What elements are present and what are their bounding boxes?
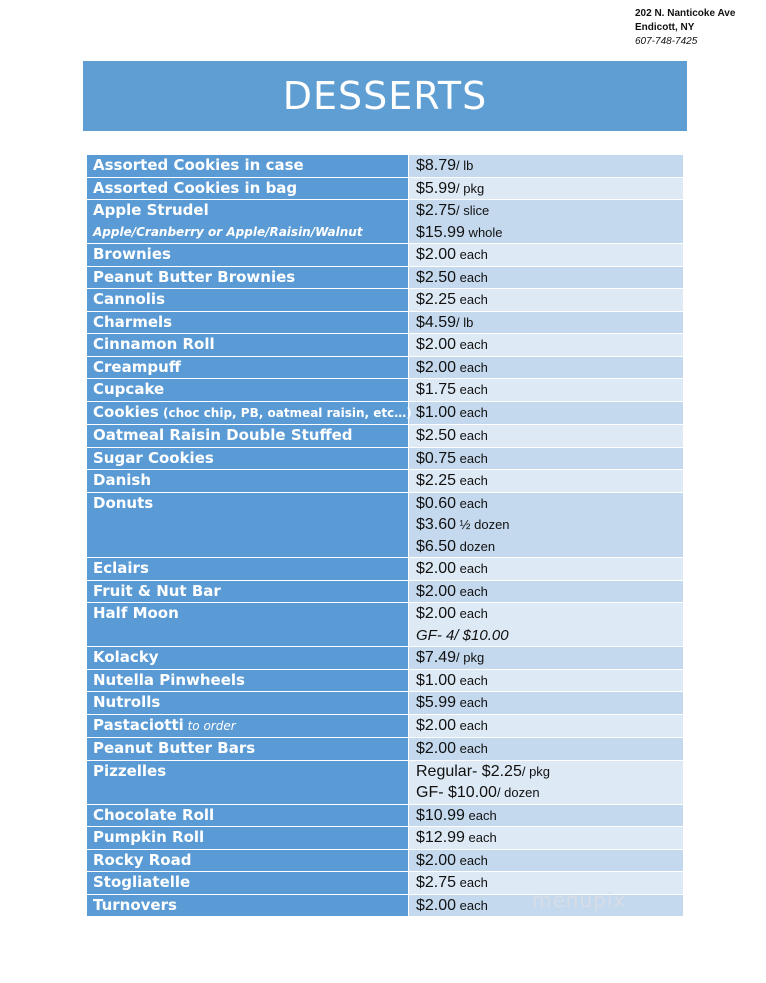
item-name: Brownies: [93, 245, 171, 263]
item-price-cell: [409, 356, 684, 379]
price-line: [416, 379, 677, 401]
price-unit: each: [456, 852, 488, 868]
price-amount: $0.75: [416, 449, 457, 467]
item-name-line: [93, 357, 402, 379]
price-unit: each: [456, 875, 488, 890]
menu-row: [87, 401, 684, 425]
item-name: Fruit & Nut Bar: [93, 581, 221, 600]
menu-row: [87, 580, 684, 603]
item-name-line: [93, 334, 402, 356]
item-price-cell: [409, 580, 684, 603]
item-name: Turnovers: [93, 895, 177, 914]
price-line: [416, 692, 677, 714]
price-amount: $5.99: [416, 179, 457, 197]
item-name-cell: [87, 155, 409, 178]
item-price-cell: [409, 425, 684, 448]
item-name-cell: [87, 401, 412, 425]
item-name: Chocolate Roll: [93, 805, 215, 824]
item-name: Nutella Pinwheels: [93, 670, 245, 689]
price-unit: / pkg: [456, 650, 485, 665]
item-name-line: [93, 200, 402, 222]
item-name-cell: [87, 379, 409, 402]
menu-row: [87, 470, 684, 493]
item-price-cell: [409, 738, 684, 761]
item-name-line: [93, 425, 402, 447]
item-price-cell: [409, 379, 684, 402]
price-amount: $12.99: [416, 829, 465, 846]
address-phone: 607-748-7425: [635, 36, 698, 47]
item-name-line: [93, 805, 402, 827]
price-amount: $2.00: [416, 582, 457, 600]
item-price-cell: [409, 849, 684, 872]
price-unit: each: [456, 359, 488, 375]
item-price-cell: [409, 289, 684, 312]
item-price-cell: [409, 804, 684, 827]
price-line: [416, 448, 677, 470]
item-name: Oatmeal Raisin Double Stuffed: [93, 426, 353, 444]
price-amount: GF- $10.00: [416, 784, 497, 801]
price-unit: each: [456, 495, 488, 511]
price-line: [416, 222, 677, 244]
price-amount: $2.00: [416, 605, 457, 622]
item-price-cell: [409, 200, 684, 244]
store-address: [635, 7, 760, 49]
item-name: Peanut Butter Brownies: [93, 267, 296, 286]
item-name: Cupcake: [93, 380, 165, 398]
item-name-cell: [87, 804, 409, 827]
price-unit: / dozen: [496, 785, 540, 800]
item-price-cell: [409, 603, 684, 647]
item-name-line: [93, 761, 402, 783]
price-unit: each: [456, 897, 488, 913]
price-unit: each: [456, 717, 488, 733]
price-unit: each: [456, 695, 488, 710]
price-unit: ½ dozen: [456, 517, 510, 532]
price-unit: each: [456, 473, 488, 488]
item-name-cell: [87, 669, 409, 692]
item-price-cell: [409, 714, 684, 738]
item-name-line: [93, 670, 402, 692]
price-amount: $2.25: [416, 291, 457, 308]
price-amount: Regular- $2.25: [416, 762, 522, 780]
menu-row: [87, 603, 684, 647]
price-unit: each: [456, 382, 488, 397]
item-name-cell: [87, 289, 409, 312]
price-line: [416, 357, 677, 379]
price-unit: each: [456, 428, 488, 443]
item-name: Eclairs: [93, 559, 149, 577]
item-name: Charmels: [93, 312, 173, 331]
item-name: Pastaciotti: [93, 715, 184, 734]
item-name: Cinnamon Roll: [93, 335, 215, 353]
price-amount: $4.59: [416, 313, 457, 331]
item-name-line: [93, 155, 402, 177]
menu-row: [87, 356, 684, 379]
item-name-line: [93, 178, 402, 200]
address-city: Endicott, NY: [635, 22, 695, 33]
menu-row: [87, 289, 684, 312]
price-line: [416, 493, 677, 515]
menu-row: [87, 492, 684, 558]
menu-row: [87, 669, 684, 692]
item-price-cell: [409, 692, 684, 715]
item-name: Nutrolls: [93, 693, 161, 711]
item-name-cell: [87, 872, 409, 895]
menu-row: [87, 447, 684, 470]
item-price-cell: [409, 827, 684, 850]
item-name-cell: [87, 356, 409, 379]
item-name-line: [93, 850, 402, 872]
item-name-cell: [87, 738, 409, 761]
item-name-cell: [87, 692, 409, 715]
item-name-line: [93, 289, 402, 311]
item-name: Stogliatelle: [93, 873, 191, 891]
price-amount: $1.00: [416, 671, 457, 689]
price-amount: $2.75: [416, 874, 457, 891]
price-unit: each: [456, 672, 488, 688]
item-name-cell: [87, 334, 409, 357]
price-line: [416, 514, 677, 536]
price-unit: each: [456, 269, 488, 285]
item-name: Rocky Road: [93, 850, 192, 869]
menu-row: [87, 714, 684, 738]
price-amount: $2.00: [416, 740, 457, 757]
price-line: [416, 827, 677, 849]
menu-row: [87, 558, 684, 581]
item-name-cell: [87, 244, 409, 267]
item-name-cell: [87, 425, 409, 448]
price-line: [416, 334, 677, 356]
price-amount: $2.25: [416, 472, 457, 489]
item-name-cell: [87, 311, 409, 334]
price-amount: $0.60: [416, 494, 457, 512]
price-amount: $2.50: [416, 268, 457, 286]
item-name-line: [93, 872, 402, 894]
price-line: [416, 470, 677, 492]
menu-row: [87, 738, 684, 761]
item-name-cell: [87, 447, 409, 470]
item-price-cell: [409, 492, 684, 558]
item-price-cell: [409, 760, 684, 804]
item-name-cell: [87, 849, 409, 872]
item-name: Assorted Cookies in case: [93, 156, 304, 174]
price-line: [416, 558, 677, 580]
menu-row: [87, 155, 684, 178]
menu-row: [87, 804, 684, 827]
price-line: [416, 536, 677, 558]
item-price-cell: [409, 177, 684, 200]
menu-row: [87, 692, 684, 715]
item-price-cell: [409, 334, 684, 357]
price-amount: $2.00: [416, 336, 457, 353]
item-name: Peanut Butter Bars: [93, 739, 256, 757]
price-line: [416, 200, 677, 222]
price-line: [416, 289, 677, 311]
item-name: Creampuff: [93, 357, 181, 376]
item-name-line: [93, 738, 402, 760]
item-name: Apple Strudel: [93, 201, 209, 219]
item-name-line: [93, 895, 402, 917]
item-price-cell: [409, 401, 684, 425]
item-name-line: [93, 647, 402, 669]
price-amount: $2.75: [416, 202, 457, 219]
price-line: [416, 603, 677, 625]
item-name: Half Moon: [93, 604, 179, 622]
price-unit: each: [456, 741, 488, 756]
price-amount: $2.00: [416, 716, 457, 734]
item-availability-note: to order: [183, 718, 236, 733]
price-amount: $1.75: [416, 381, 457, 398]
price-line: [416, 850, 677, 872]
item-price-cell: [409, 647, 684, 670]
item-name-cell: [87, 603, 409, 647]
item-price-cell: [409, 558, 684, 581]
item-varieties: (choc chip, PB, oatmeal raisin, etc…): [158, 405, 412, 420]
price-amount: $5.99: [416, 694, 457, 711]
item-name-line: [93, 493, 402, 515]
item-name: Donuts: [93, 493, 154, 512]
item-name: Sugar Cookies: [93, 448, 214, 467]
item-name-cell: [87, 200, 409, 244]
item-name-cell: [87, 177, 409, 200]
item-name: Assorted Cookies in bag: [93, 178, 298, 197]
item-note: Apple/Cranberry or Apple/Raisin/Walnut: [93, 224, 363, 239]
menu-row: [87, 760, 684, 804]
item-name-cell: [87, 827, 409, 850]
price-amount: $7.49: [416, 649, 457, 666]
item-price-cell: [409, 244, 684, 267]
price-unit: each: [456, 337, 488, 352]
price-unit: / slice: [456, 203, 490, 218]
menu-row: [87, 177, 684, 200]
item-name: Cannolis: [93, 290, 166, 308]
price-amount: $2.00: [416, 896, 457, 914]
price-line: [416, 715, 677, 737]
price-unit: dozen: [456, 538, 496, 554]
price-unit: / pkg: [456, 180, 485, 196]
price-amount: $2.00: [416, 560, 457, 577]
price-line: [416, 805, 677, 827]
price-line: [416, 155, 677, 177]
item-price-cell: [409, 155, 684, 178]
item-name-line: [93, 581, 402, 603]
price-amount: $2.00: [416, 851, 457, 869]
dessert-menu-table: [86, 154, 684, 917]
price-line: [416, 670, 677, 692]
item-name-line: [93, 267, 402, 289]
menu-row: [87, 244, 684, 267]
price-line: [416, 782, 677, 804]
item-price-cell: [409, 470, 684, 493]
item-name-cell: [87, 266, 409, 289]
item-name-line: [93, 312, 402, 334]
title-banner: [83, 61, 687, 131]
item-name: Kolacky: [93, 648, 159, 666]
item-name-line: [93, 558, 402, 580]
item-name-cell: [87, 760, 409, 804]
price-unit: each: [456, 292, 488, 307]
item-name: Pumpkin Roll: [93, 828, 205, 846]
price-line: [416, 312, 677, 334]
item-name-line: [93, 448, 402, 470]
menu-row: [87, 647, 684, 670]
item-name-cell: [87, 647, 409, 670]
price-unit: / lb: [456, 314, 474, 330]
watermark-logo: menupix: [532, 888, 627, 912]
price-unit: whole: [464, 224, 503, 240]
price-unit: / pkg: [521, 763, 551, 779]
item-name-cell: [87, 492, 409, 558]
price-unit: each: [456, 561, 488, 576]
menu-row: [87, 200, 684, 244]
menu-row: [87, 379, 684, 402]
item-name-line: [93, 692, 402, 714]
item-name-line: [93, 603, 402, 625]
price-unit: each: [456, 247, 488, 262]
price-line: [416, 178, 677, 200]
item-name-line: [93, 244, 402, 266]
item-name: Danish: [93, 471, 152, 489]
price-unit: / lb: [456, 158, 474, 173]
item-name-line: [93, 827, 402, 849]
price-line: [416, 244, 677, 266]
price-line: [416, 267, 677, 289]
item-name-cell: [87, 714, 409, 738]
page-title: DESSERTS: [282, 74, 488, 118]
price-line: [416, 761, 677, 783]
menu-row: [87, 425, 684, 448]
price-unit: each: [464, 830, 497, 845]
price-unit: each: [456, 450, 488, 466]
address-street: 202 N. Nanticoke Ave: [635, 8, 736, 19]
price-amount: $1.00: [416, 403, 457, 421]
price-amount: $2.00: [416, 358, 457, 376]
item-name-line: [93, 379, 402, 401]
price-line: [416, 625, 677, 647]
item-price-cell: [409, 669, 684, 692]
item-price-cell: [409, 311, 684, 334]
menu-row: [87, 311, 684, 334]
item-name-line: [93, 402, 412, 425]
item-name: Pizzelles: [93, 761, 167, 780]
price-amount: $2.50: [416, 427, 457, 444]
item-name-cell: [87, 558, 409, 581]
price-unit: each: [464, 807, 497, 823]
price-line: [416, 402, 677, 424]
menu-row: [87, 334, 684, 357]
item-name-cell: [87, 580, 409, 603]
price-amount: $15.99: [416, 223, 465, 241]
price-line: [416, 647, 677, 669]
price-line: [416, 738, 677, 760]
price-unit: each: [456, 583, 488, 599]
menu-row: [87, 266, 684, 289]
item-price-cell: [409, 447, 684, 470]
item-name-line: [93, 715, 402, 738]
price-amount: $8.79: [416, 157, 457, 174]
item-name: Cookies: [93, 402, 159, 421]
price-unit: each: [456, 404, 488, 420]
price-amount: $10.99: [416, 806, 465, 824]
price-line: [416, 581, 677, 603]
menu-row: [87, 849, 684, 872]
price-amount: GF- 4/ $10.00: [416, 626, 509, 644]
price-line: [416, 425, 677, 447]
item-price-cell: [409, 266, 684, 289]
price-amount: $2.00: [416, 246, 457, 263]
item-name-line: [93, 470, 402, 492]
item-name-cell: [87, 894, 409, 917]
price-amount: $6.50: [416, 537, 457, 555]
price-unit: each: [456, 606, 488, 621]
price-amount: $3.60: [416, 516, 457, 533]
item-name-cell: [87, 470, 409, 493]
menu-row: [87, 827, 684, 850]
